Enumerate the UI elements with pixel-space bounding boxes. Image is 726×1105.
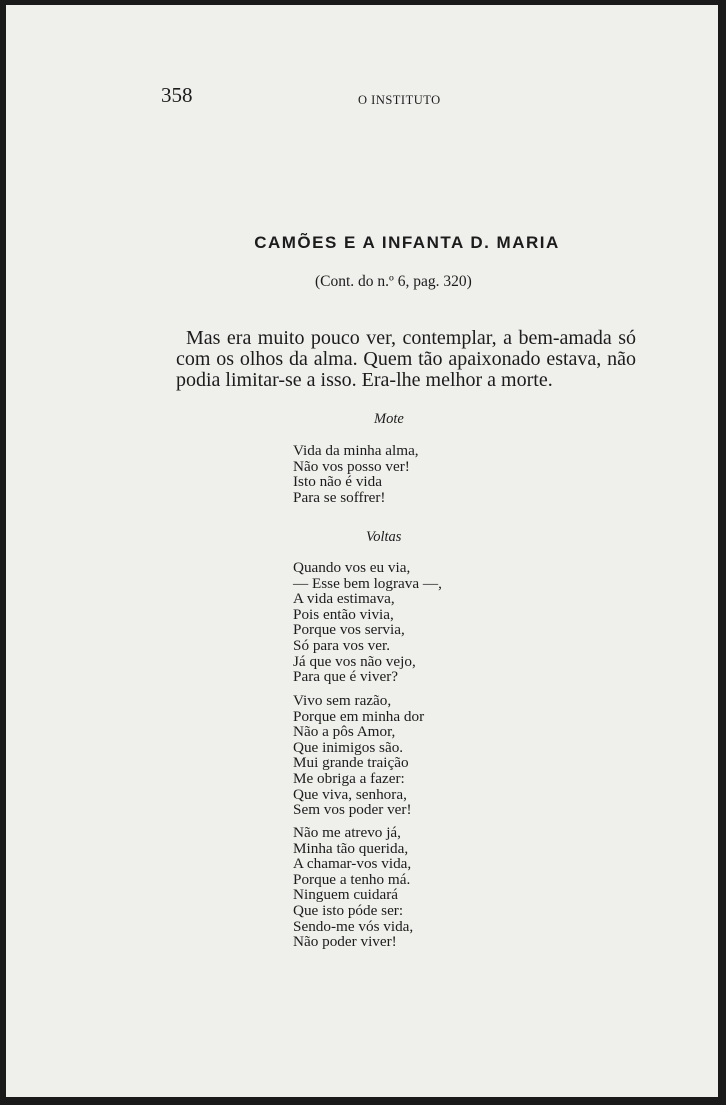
poem-line: Ninguem cuidará bbox=[293, 886, 399, 904]
article-title: CAMÕES E A INFANTA D. MARIA bbox=[254, 233, 560, 252]
poem-line: Quando vos eu via, bbox=[293, 559, 411, 576]
poem-line: Mui grande traição bbox=[293, 754, 409, 772]
poem-line: — Esse bem lograva —, bbox=[293, 574, 442, 592]
poem-line: Porque a tenho má. bbox=[293, 870, 411, 888]
poem-line: Sendo-me vós vida, bbox=[293, 917, 414, 935]
poem-line: Sem vos poder ver! bbox=[293, 801, 412, 819]
poem-line: Não me atrevo já, bbox=[293, 824, 401, 841]
running-head: O INSTITUTO bbox=[358, 93, 441, 107]
poem-line: Só para vos ver. bbox=[293, 636, 391, 654]
poem-line: Que viva, senhora, bbox=[293, 785, 407, 803]
poem-line: Para que é viver? bbox=[293, 668, 398, 686]
poem-line: Não a pôs Amor, bbox=[293, 723, 396, 741]
poem-line: A vida estimava, bbox=[293, 590, 395, 608]
poem-line: Não poder viver! bbox=[293, 933, 397, 951]
poem-line: Não vos posso ver! bbox=[293, 457, 410, 475]
mote-heading: Mote bbox=[374, 411, 404, 427]
poem-line: Minha tão querida, bbox=[293, 839, 409, 857]
poem-line: A chamar-vos vida, bbox=[293, 855, 412, 873]
poem-line: Vivo sem razão, bbox=[293, 692, 392, 709]
poem-line: Pois então vivia, bbox=[293, 605, 394, 623]
page-number: 358 bbox=[161, 83, 193, 107]
poem-line: Porque em minha dor bbox=[293, 707, 425, 725]
voltas-stanza-3 bbox=[293, 825, 413, 950]
mote-stanza bbox=[293, 443, 419, 505]
poem-line: Vida da minha alma, bbox=[293, 442, 419, 459]
voltas-stanza-2 bbox=[293, 693, 424, 818]
poem-line: Para se soffrer! bbox=[293, 488, 386, 506]
poem-line: Isto não é vida bbox=[293, 473, 382, 491]
voltas-stanza-1 bbox=[293, 560, 442, 685]
poem-line: Que inimigos são. bbox=[293, 738, 404, 756]
poem-line: Me obriga a fazer: bbox=[293, 769, 405, 787]
poem-line: Que isto póde ser: bbox=[293, 901, 404, 919]
voltas-heading: Voltas bbox=[366, 529, 402, 545]
poem-line: Já que vos não vejo, bbox=[293, 652, 416, 670]
body-paragraph: Mas era muito pouco ver, contemplar, a bem-amada só com os olhos da alma. Quem tão apaixonado estava, não podia limitar-se a isso. Era-lhe melhor a morte. bbox=[176, 327, 636, 391]
page bbox=[6, 5, 718, 1097]
poem-line: Porque vos servia, bbox=[293, 621, 405, 639]
continuation-note: (Cont. do n.º 6, pag. 320) bbox=[315, 273, 472, 290]
